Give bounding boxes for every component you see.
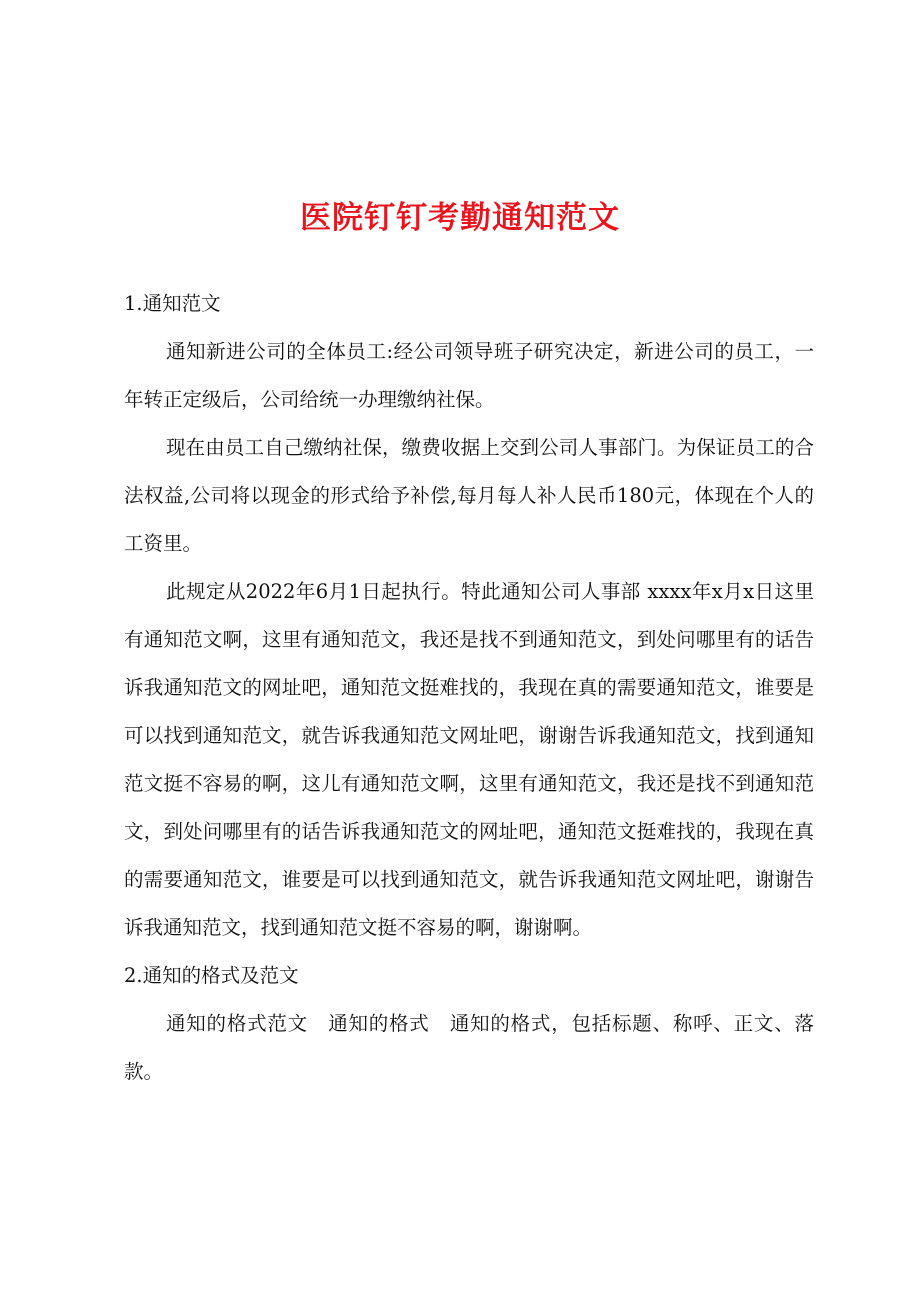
paragraph-format: 通知的格式范文 通知的格式 通知的格式，包括标题、称呼、正文、落款。	[124, 1012, 814, 1083]
document-title: 医院钉钉考勤通知范文	[300, 200, 620, 236]
section-heading-notice-format: 2.通知的格式及范文	[124, 964, 299, 987]
document-body	[124, 280, 814, 1096]
paragraph-social-insurance: 现在由员工自己缴纳社保，缴费收据上交到公司人事部门。为保证员工的合法权益,公司将以现金的形式给予补偿,每月每人补人民币180元，体现在个人的工资里。	[124, 436, 814, 555]
paragraph-effective-date: 此规定从2022年6月1日起执行。特此通知公司人事部 xxxx年x月x日这里有通知范文啊，这里有通知范文，我还是找不到通知范文，到处问哪里有的话告诉我通知范文的网址吧，通知范文挺难找的，我现在真的需要通知范文，谁要是可以找到通知范文，就告诉我通知范文网址吧，谢谢告诉我通知范文，找到通知范文挺不容易的啊，这儿有通知范文啊，这里有通知范文，我还是找不到通知范文，到处问哪里有的话告诉我通知范文的网址吧，通知范文挺难找的，我现在真的需要通知范文，谁要是可以找到通知范文，就告诉我通知范文网址吧，谢谢告诉我通知范文，找到通知范文挺不容易的啊，谢谢啊。	[124, 580, 814, 939]
section-heading-notice-sample: 1.通知范文	[124, 292, 221, 315]
paragraph-new-employees: 通知新进公司的全体员工:经公司领导班子研究决定，新进公司的员工，一年转正定级后，公司给统一办理缴纳社保。	[124, 340, 814, 411]
